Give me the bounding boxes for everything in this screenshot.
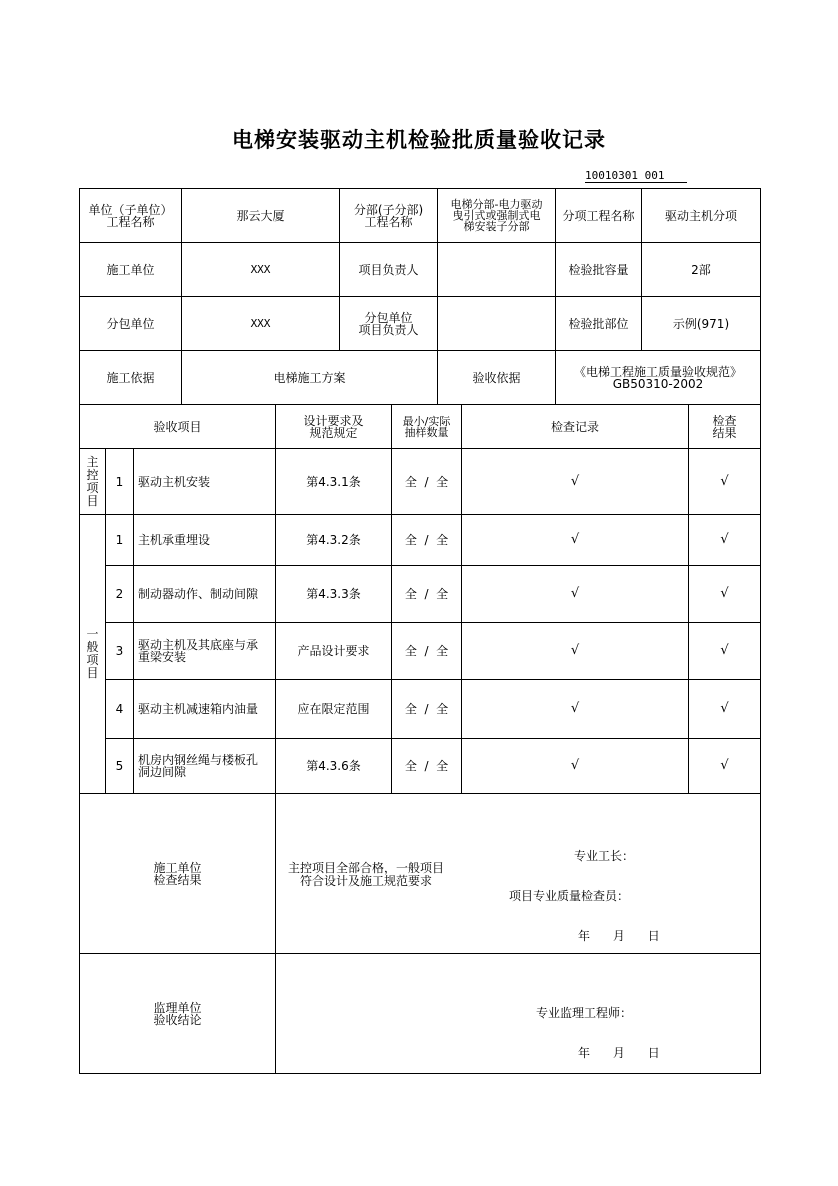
col-header-item: 验收项目 [80,405,276,449]
table-row [80,566,761,623]
sub-manager-value [438,297,556,351]
supervision-cell [276,954,761,1074]
item-result: √ [689,449,761,515]
record-code: 10010301 001 [585,169,687,183]
subcontractor-label: 分包单位 [80,297,182,351]
constructor-label: 施工单位 [80,243,182,297]
main-control-group-label: 主 控 项 目 [80,449,106,515]
item-name: 主机承重埋设 [134,515,276,566]
sub-manager-label: 分包单位 项目负责人 [340,297,438,351]
part-label: 检验批部位 [556,297,642,351]
table-row [80,680,761,739]
construction-check-cell [276,794,761,954]
col-header-sample: 最小/实际 抽样数量 [392,405,462,449]
general-group-label: 一 般 项 目 [80,515,106,794]
item-result: √ [689,739,761,794]
header-table [79,188,761,405]
item-name: 驱动主机及其底座与承 重梁安装 [134,623,276,680]
item-record: √ [462,449,689,515]
capacity-value: 2部 [642,243,761,297]
item-number: 1 [106,515,134,566]
item-sample: 全 / 全 [392,623,462,680]
item-name: 驱动主机安装 [134,449,276,515]
item-name: 制动器动作、制动间隙 [134,566,276,623]
table-row [80,515,761,566]
item-record: √ [462,515,689,566]
item-number: 2 [106,566,134,623]
supervision-date: 年 月 日 [578,1046,660,1060]
item-requirement: 产品设计要求 [276,623,392,680]
item-record: √ [462,566,689,623]
col-header-record: 检查记录 [462,405,689,449]
item-requirement: 第4.3.1条 [276,449,392,515]
project-manager-value [438,243,556,297]
item-sample: 全 / 全 [392,449,462,515]
item-result: √ [689,623,761,680]
table-row [80,739,761,794]
capacity-label: 检验批容量 [556,243,642,297]
item-sample: 全 / 全 [392,739,462,794]
supervision-row [80,954,761,1074]
item-name: 驱动主机减速箱内油量 [134,680,276,739]
item-result: √ [689,515,761,566]
item-label: 分项工程名称 [556,189,642,243]
table-row [80,623,761,680]
constructor-value: XXX [182,243,340,297]
col-header-result: 检查 结果 [689,405,761,449]
accept-basis-label: 验收依据 [438,351,556,405]
item-sample: 全 / 全 [392,515,462,566]
item-sample: 全 / 全 [392,680,462,739]
item-result: √ [689,566,761,623]
item-sample: 全 / 全 [392,566,462,623]
basis-value: 电梯施工方案 [182,351,438,405]
item-record: √ [462,623,689,680]
item-record: √ [462,680,689,739]
item-number: 3 [106,623,134,680]
foreman-label: 专业工长： [574,849,635,863]
quality-inspector-label: 项目专业质量检查员： [509,889,630,903]
unit-label: 单位（子单位） 工程名称 [80,189,182,243]
item-requirement: 第4.3.3条 [276,566,392,623]
supervision-label: 监理单位 验收结论 [80,954,276,1074]
item-number: 5 [106,739,134,794]
item-requirement: 第4.3.6条 [276,739,392,794]
item-name: 机房内钢丝绳与楼板孔 洞边间隙 [134,739,276,794]
subdivision-label: 分部(子分部) 工程名称 [340,189,438,243]
col-header-requirement: 设计要求及 规范规定 [276,405,392,449]
unit-value: 那云大厦 [182,189,340,243]
construction-date: 年 月 日 [578,929,660,943]
construction-check-text: 主控项目全部合格，一般项目 符合设计及施工规范要求 [287,861,444,888]
inspection-table [79,404,761,1074]
table-row [80,449,761,515]
item-value: 驱动主机分项 [642,189,761,243]
item-requirement: 第4.3.2条 [276,515,392,566]
project-manager-label: 项目负责人 [340,243,438,297]
construction-check-label: 施工单位 检查结果 [80,794,276,954]
construction-check-row [80,794,761,954]
part-value: 示例(971) [642,297,761,351]
page-title: 电梯安装驱动主机检验批质量验收记录 [232,128,606,152]
supervision-engineer-label: 专业监理工程师： [536,1006,633,1020]
item-record: √ [462,739,689,794]
basis-label: 施工依据 [80,351,182,405]
subdivision-value: 电梯分部-电力驱动 曳引式或强制式电 梯安装子分部 [438,189,556,243]
accept-basis-value: 《电梯工程施工质量验收规范》 GB50310-2002 [556,351,761,405]
subcontractor-value: XXX [182,297,340,351]
item-number: 1 [106,449,134,515]
item-requirement: 应在限定范围 [276,680,392,739]
item-number: 4 [106,680,134,739]
item-result: √ [689,680,761,739]
